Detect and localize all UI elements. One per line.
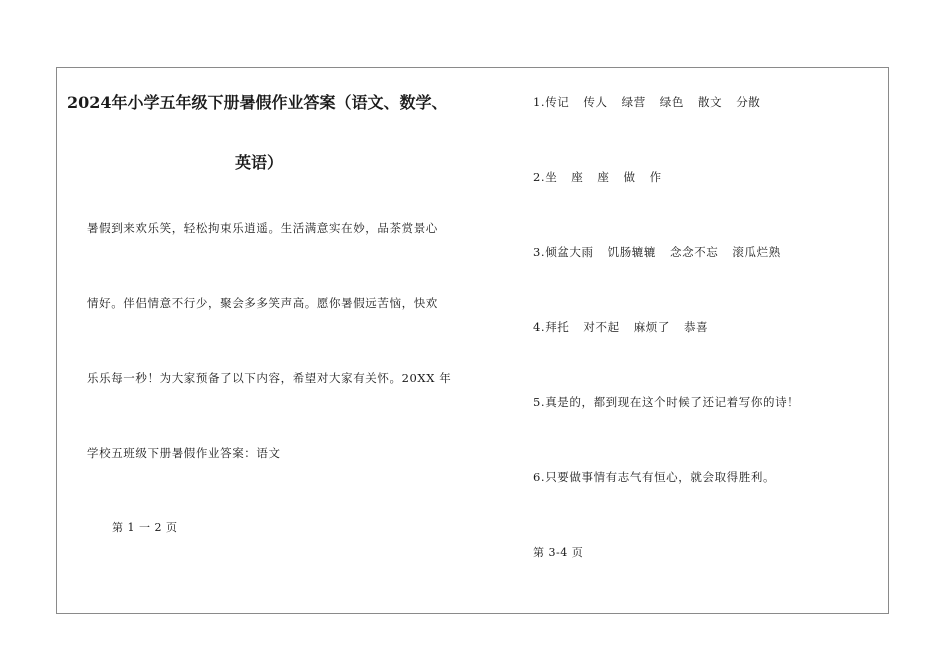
answer-word: 传人: [583, 95, 608, 109]
answer-number: 2.: [533, 170, 546, 184]
answer-item: [533, 319, 708, 335]
answer-word: 座: [571, 170, 584, 184]
answer-word: 传记: [545, 95, 570, 109]
page-number-right: 第 3-4 页: [533, 546, 584, 559]
document-title-line-2: 英语）: [235, 153, 284, 172]
answer-word: 做: [623, 170, 636, 184]
answer-word: 座: [597, 170, 610, 184]
intro-line: 乐乐每一秒！为大家预备了以下内容，希望对大家有关怀。20XX 年: [87, 371, 452, 385]
answer-number: 4.: [533, 320, 546, 334]
intro-line: 学校五班级下册暑假作业答案：语文: [87, 446, 281, 460]
answer-word: 对不起: [583, 320, 620, 334]
answer-word: 拜托: [545, 320, 570, 334]
answer-number: 5.: [533, 395, 546, 409]
answer-word: 念念不忘: [670, 245, 719, 259]
answer-word: 恭喜: [684, 320, 709, 334]
answer-word: 作: [649, 170, 662, 184]
intro-line: 情好。伴侣情意不行少，聚会多多笑声高。愿你暑假远苦恼，快欢: [87, 296, 438, 310]
answer-number: 6.: [533, 470, 546, 484]
answer-item: [533, 469, 775, 485]
answer-sentence: 真是的，都到现在这个时候了还记着写你的诗！: [545, 395, 800, 409]
answer-item: [533, 394, 799, 410]
page-number-left: 第 1 一 2 页: [112, 521, 178, 534]
left-column: [57, 68, 527, 613]
answer-word: 分散: [736, 95, 761, 109]
answer-sentence: 只要做事情有志气有恒心，就会取得胜利。: [545, 470, 776, 484]
document-title-line-1: 2024年小学五年级下册暑假作业答案（语文、数学、: [67, 93, 448, 112]
answer-word: 滚瓜烂熟: [732, 245, 781, 259]
answer-number: 1.: [533, 95, 546, 109]
answer-item: [533, 169, 662, 185]
intro-line: 暑假到来欢乐笑，轻松拘束乐逍遥。生活满意实在妙，品茶赏景心: [87, 221, 438, 235]
answer-word: 倾盆大雨: [545, 245, 594, 259]
document-page: [56, 67, 889, 614]
answer-word: 绿营: [621, 95, 646, 109]
right-column: [533, 68, 888, 613]
answer-number: 3.: [533, 245, 546, 259]
answer-word: 坐: [545, 170, 558, 184]
answer-word: 散文: [698, 95, 723, 109]
answer-word: 饥肠辘辘: [607, 245, 656, 259]
answer-word: 绿色: [659, 95, 684, 109]
answer-item: [533, 94, 760, 110]
answer-word: 麻烦了: [633, 320, 671, 334]
answer-item: [533, 244, 781, 260]
